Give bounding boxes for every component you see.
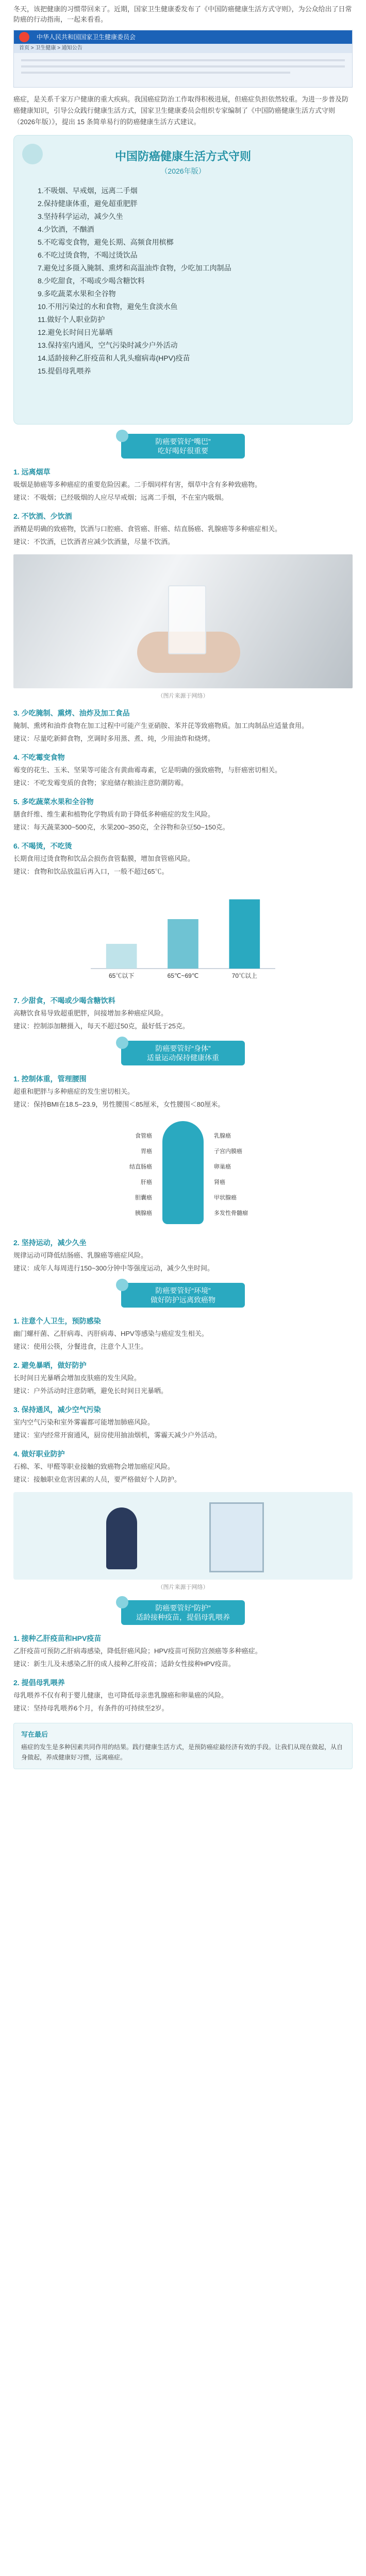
screenshot-nav: 首页 > 卫生健康 > 通知公告	[14, 44, 352, 53]
section-heading: 3. 保持通风，减少空气污染	[13, 1405, 101, 1414]
human-silhouette-icon	[162, 1121, 204, 1224]
list-item: 6.不吃过烫食物，不喝过烫饮品	[38, 251, 138, 259]
section-body: 乙肝疫苗可预防乙肝病毒感染，降低肝癌风险；HPV疫苗可预防宫颈癌等多种癌症。	[13, 1647, 262, 1655]
section-tip: 建议：坚持母乳喂养6个月，有条件的可持续至2岁。	[13, 1704, 169, 1712]
banner-line2: 吃好喝好很重要	[158, 447, 208, 455]
intro-text: 冬天，该把健康的习惯带回来了。近期，国家卫生健康委发布了《中国防癌健康生活方式守则》，为公众给出了日常防癌的行动指南，一起来看看。	[13, 5, 352, 23]
section-heading: 1. 接种乙肝疫苗和HPV疫苗	[13, 1634, 102, 1642]
banner-decoration-icon	[116, 1037, 128, 1049]
section-heading: 1. 注意个人卫生，预防感染	[13, 1317, 101, 1325]
list-item: 1.不吸烟、早戒烟，远离二手烟	[38, 187, 138, 195]
section-tip: 建议：尽量吃新鲜食物，烹调时多用蒸、煮、炖，少用油炸和烧烤。	[13, 735, 215, 742]
chart-svg	[13, 884, 353, 987]
drinking-photo	[13, 554, 353, 688]
list-item: 10.不用污染过的水和食物，避免生食淡水鱼	[38, 302, 178, 311]
section-body: 规律运动可降低结肠癌、乳腺癌等癌症风险。	[13, 1251, 148, 1259]
list-item: 8.少吃甜食，不喝或少喝含糖饮料	[38, 277, 145, 285]
section-body: 酒精是明确的致癌物，饮酒与口腔癌、食管癌、肝癌、结直肠癌、乳腺癌等多种癌症相关。	[13, 525, 282, 533]
section-banner-body	[121, 1041, 245, 1065]
list-item: 9.多吃蔬菜水果和全谷物	[38, 290, 116, 298]
cancer-label: 胰腺癌	[135, 1210, 152, 1216]
section-body: 幽门螺杆菌、乙肝病毒、丙肝病毒、HPV等感染与癌症发生相关。	[13, 1330, 208, 1337]
cancer-label: 肝癌	[141, 1179, 152, 1185]
banner-decoration-icon	[116, 430, 128, 442]
banner-line2: 做好防护远离致癌物	[151, 1296, 215, 1304]
section-banner-environment	[121, 1283, 245, 1308]
section-heading: 2. 坚持运动，减少久坐	[13, 1239, 87, 1247]
cancer-label: 结直肠癌	[129, 1164, 152, 1170]
section-body: 长期食用过烫食物和饮品会损伤食管黏膜，增加食管癌风险。	[13, 855, 195, 862]
cancer-label: 胆囊癌	[135, 1195, 152, 1201]
glass-shape	[168, 585, 206, 654]
section-heading: 1. 远离烟草	[13, 468, 51, 476]
chart-category-label: 70℃以上	[231, 972, 258, 979]
window-icon	[209, 1502, 264, 1572]
section-body: 母乳喂养不仅有利于婴儿健康，也可降低母亲患乳腺癌和卵巢癌的风险。	[13, 1691, 228, 1699]
list-item: 3.坚持科学运动，减少久坐	[38, 212, 123, 221]
section-tip: 建议：保持BMI在18.5~23.9，男性腰围＜85厘米，女性腰围＜80厘米。	[13, 1100, 225, 1108]
poster-year: （2026年版）	[160, 167, 206, 175]
illustration-caption: （图片来源于网络）	[157, 1584, 209, 1590]
poster-decoration	[22, 144, 43, 164]
section-tip: 建议：每天蔬菜300~500克，水果200~350克，全谷物和杂豆50~150克。	[13, 823, 229, 831]
section-heading: 2. 提倡母乳喂养	[13, 1679, 65, 1687]
chart-category-label: 65℃~69℃	[167, 972, 199, 979]
section-body: 吸烟是肺癌等多种癌症的重要危险因素。二手烟同样有害，烟草中含有多种致癌物。	[13, 481, 262, 488]
list-item: 12.避免长时间日光暴晒	[38, 328, 113, 336]
section-tip: 建议：不饮酒，已饮酒者应减少饮酒量，尽量不饮酒。	[13, 538, 175, 546]
section-body: 室内空气污染和室外雾霾都可能增加肺癌风险。	[13, 1418, 155, 1426]
section-10	[0, 1316, 366, 1485]
list-item: 11.做好个人职业防护	[38, 315, 105, 324]
list-item: 2.保持健康体重，避免超重肥胖	[38, 199, 138, 208]
section-tip: 建议：户外活动时注意防晒，避免长时间日光暴晒。	[13, 1387, 168, 1395]
temperature-bar-chart	[13, 884, 353, 987]
section-1	[0, 467, 366, 547]
screenshot-title: 中华人民共和国国家卫生健康委员会	[37, 33, 136, 41]
chart-bar	[106, 944, 137, 969]
section-8	[0, 1074, 366, 1110]
section-body: 霉变的花生、玉米、坚果等可能含有黄曲霉毒素，它是明确的强致癌物，与肝癌密切相关。	[13, 766, 282, 774]
section-tip: 建议：成年人每周进行150~300分钟中等强度运动，减少久坐时间。	[13, 1264, 214, 1272]
section-14	[0, 1633, 366, 1714]
cancer-label: 食管癌	[135, 1133, 152, 1139]
section-heading: 7. 少甜食，不喝或少喝含糖饮料	[13, 996, 115, 1005]
section-body: 超重和肥胖与多种癌症的发生密切相关。	[13, 1088, 135, 1095]
poster-title: 中国防癌健康生活方式守则	[114, 150, 251, 163]
section-heading: 2. 避免暴晒，做好防护	[13, 1361, 87, 1369]
section-3	[0, 708, 366, 877]
section-heading: 4. 做好职业防护	[13, 1450, 65, 1458]
list-item: 14.适龄接种乙肝疫苗和人乳头瘤病毒(HPV)疫苗	[38, 354, 190, 362]
cancer-label: 肾癌	[214, 1179, 225, 1185]
section-tip: 建议：使用公筷，分餐进食，注意个人卫生。	[13, 1343, 148, 1350]
section-tip: 建议：食物和饮品放温后再入口，一般不超过65℃。	[13, 868, 169, 875]
banner-decoration-icon	[116, 1279, 128, 1291]
section-banner-protection	[121, 1600, 245, 1625]
text-line	[21, 72, 290, 74]
section-body: 长时间日光暴晒会增加皮肤癌的发生风险。	[13, 1374, 141, 1382]
cancer-label: 乳腺癌	[214, 1133, 231, 1139]
guideline-poster	[13, 135, 353, 425]
banner-decoration-icon	[116, 1596, 128, 1608]
banner-line2: 适龄接种疫苗，提倡母乳喂养	[136, 1613, 230, 1621]
section-9	[0, 1238, 366, 1274]
chart-category-label: 65℃以下	[108, 972, 135, 979]
section-banner-mouth	[121, 434, 245, 459]
section-tip: 建议：室内经常开窗通风，厨房使用抽油烟机，雾霾天减少户外活动。	[13, 1431, 222, 1439]
list-item: 7.避免过多摄入腌制、熏烤和高温油炸食物，少吃加工肉制品	[38, 264, 231, 272]
section-tip: 建议：不吸烟；已经吸烟的人应尽早戒烟；远离二手烟，不在室内吸烟。	[13, 494, 228, 501]
list-item: 5.不吃霉变食物，避免长期、高频食用槟榔	[38, 238, 174, 246]
cancer-label: 甲状腺癌	[214, 1195, 237, 1201]
cancer-label: 多发性骨髓瘤	[214, 1210, 248, 1216]
banner-line2: 适量运动保持健康体重	[147, 1054, 219, 1062]
section-body: 膳食纤维、维生素和植物化学物质有助于降低多种癌症的发生风险。	[13, 810, 215, 818]
lead-paragraph: 癌症，是关系千家万户健康的重大疾病。我国癌症防治工作取得积极进展，但癌症负担依然较重。为进一步普及防癌健康知识，引导公众践行健康生活方式，国家卫生健康委员会组织专家编制了《中国防癌健康生活方式守则（2026年版）》，提出 15 条简单易行的防癌健康生活方式建议。	[13, 95, 349, 126]
photo-caption: （图片来源于网络）	[157, 693, 209, 699]
body-figure	[13, 1116, 353, 1229]
section-heading: 5. 多吃蔬菜水果和全谷物	[13, 798, 94, 806]
list-item: 13.保持室内通风，空气污染时减少户外活动	[38, 341, 178, 349]
protection-illustration	[13, 1492, 353, 1580]
closing-box	[13, 1723, 353, 1769]
section-heading: 4. 不吃霉变食物	[13, 753, 65, 761]
section-heading: 6. 不喝烫，不吃烫	[13, 842, 72, 850]
section-tip: 建议：接触职业危害因素的人员，要严格做好个人防护。	[13, 1476, 181, 1483]
cancer-label: 卵巢癌	[214, 1164, 231, 1170]
chart-bar	[229, 900, 260, 969]
section-tip: 建议：控制添加糖摄入，每天不超过50克，最好低于25克。	[13, 1022, 189, 1030]
banner-line1: 防癌要管好“防护”	[155, 1604, 211, 1612]
closing-title: 写在最后	[21, 1731, 48, 1738]
list-item: 4.少饮酒，不酗酒	[38, 225, 94, 233]
text-line	[21, 59, 345, 61]
guideline-list	[14, 184, 352, 378]
section-body: 腌制、熏烤和油炸食物在加工过程中可能产生亚硝胺、苯并芘等致癌物质。加工肉制品应适量食用。	[13, 722, 309, 730]
worker-figure-icon	[106, 1507, 137, 1569]
section-7	[0, 995, 366, 1031]
list-item: 15.提倡母乳喂养	[38, 367, 91, 375]
section-heading: 3. 少吃腌制、熏烤、油炸及加工食品	[13, 709, 130, 717]
website-screenshot	[13, 30, 353, 88]
banner-line1: 防癌要管好“身体”	[155, 1044, 211, 1053]
closing-text: 癌症的发生是多种因素共同作用的结果。践行健康生活方式，是预防癌症最经济有效的手段。让我们从现在做起，从自身做起，养成健康好习惯，远离癌症。	[21, 1743, 343, 1761]
banner-line1: 防癌要管好“环境”	[155, 1286, 211, 1295]
section-heading: 1. 控制体重，管理腰围	[13, 1075, 87, 1083]
cancer-label: 子宫内膜癌	[214, 1148, 242, 1155]
section-body: 石棉、苯、甲醛等职业接触的致癌物会增加癌症风险。	[13, 1463, 175, 1470]
section-tip: 建议：不吃发霉变质的食物；家庭储存粮油注意防潮防霉。	[13, 779, 188, 787]
cancer-label: 胃癌	[141, 1148, 152, 1155]
banner-line1: 防癌要管好“嘴巴”	[155, 437, 211, 446]
section-body: 高糖饮食易导致超重肥胖，间接增加多种癌症风险。	[13, 1009, 168, 1017]
section-tip: 建议：新生儿及未感染乙肝的成人接种乙肝疫苗；适龄女性接种HPV疫苗。	[13, 1660, 235, 1668]
chart-bar	[168, 919, 198, 969]
section-heading: 2. 不饮酒、少饮酒	[13, 512, 72, 520]
text-line	[21, 65, 345, 67]
